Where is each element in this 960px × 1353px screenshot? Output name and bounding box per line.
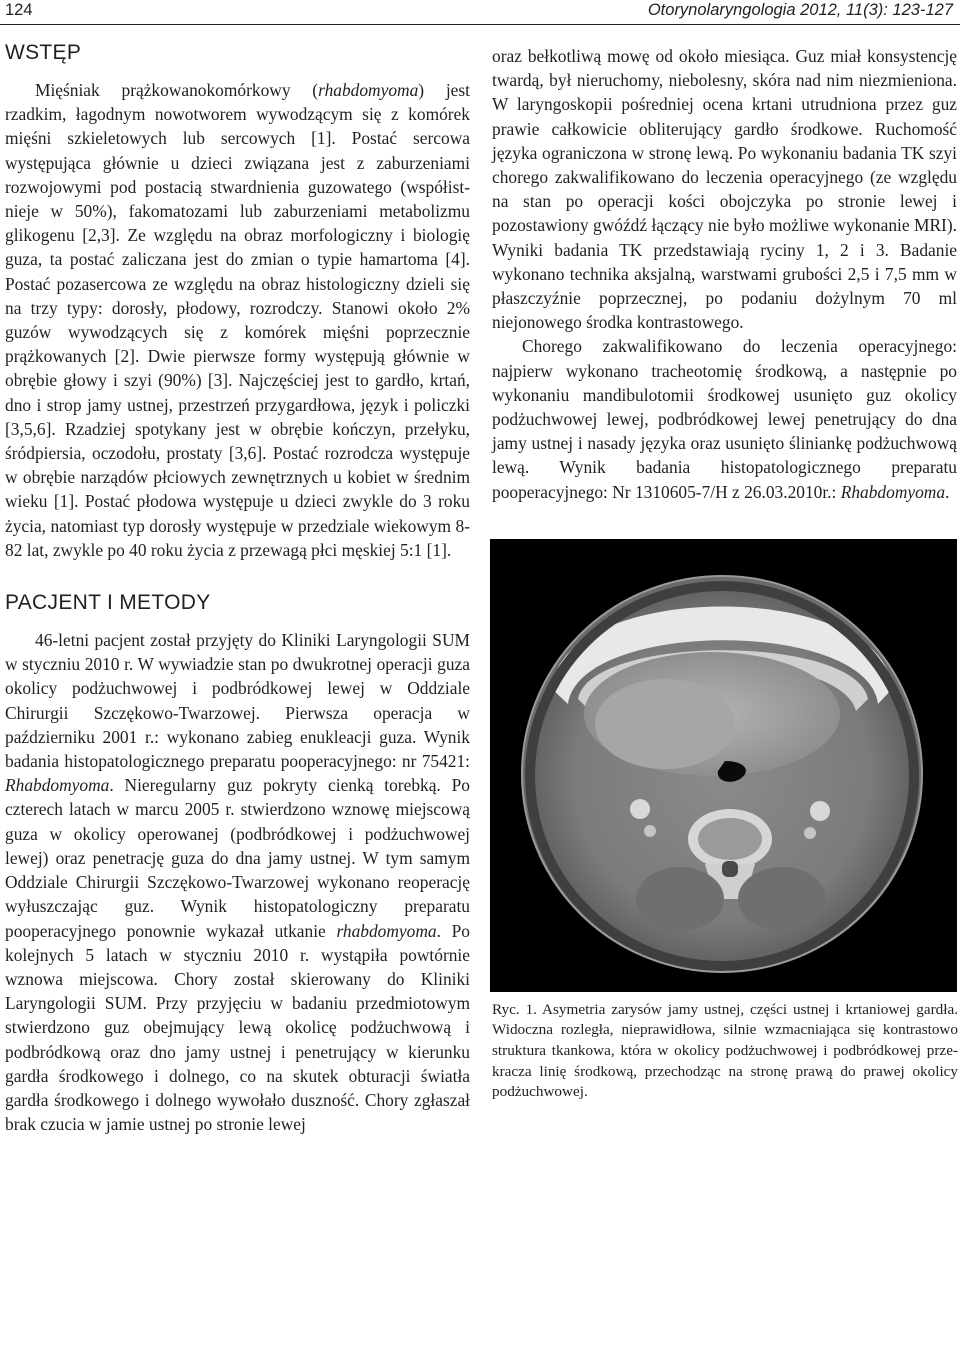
methods-paragraph-2: Chorego zakwalifikowano do leczenia operacyjnego: najpierw wykonano tracheotomię środkową, a następnie po wykonaniu mandibulotomii środkowej usunięto guz okolicy podżuchwowej lewej, podbródkowej lewej penetrujący do dna jamy ustnej i nasady języka oraz usunięto śliniankę podżuchwową lewą. Wynik badania histopatologicznego preparatu pooperacyjnego: Nr 1310605-7/H z 26.03.2010r.: Rhabdomyoma. bbox=[492, 336, 957, 502]
methods-heading: PACJENT I METODY bbox=[5, 591, 211, 615]
italic-term: Rhabdomyoma bbox=[840, 481, 946, 502]
page-number: 124 bbox=[5, 1, 33, 19]
methods-continuation: oraz bełkotliwą mowę od około miesiąca. Guz miał konsystencję twardą, był nieruchomy, niebolesny, skóra nad nim niezmieniona. W laryngoskopii pośredniej ocena krtani utrudniona przez guz prawie całkowicie obliterujący gardło środkowe. Ruchomość języka ograniczona w stronę lewą. Po wykonaniu badania TK szyi chorego zakwalifikowano do leczenia operacyjnego (ze względu na stan po operacji kości obojczyka po stronie lewej i pozostawiony gwóźdź łączący nie było możliwe wykonanie MRI). Wyniki badania TK przedstawiają ryciny 1, 2 i 3. Badanie wykonano technika aksjalną, warstwami grubości 2,5 i 7,5 mm w płaszczyźnie poprzecznej, po podaniu dożylnym 70 ml niejonowego środka kontrastowego. bbox=[492, 46, 957, 333]
left-column bbox=[5, 40, 470, 1136]
intro-heading: WSTĘP bbox=[5, 41, 82, 64]
figure-caption: Ryc. 1. Asymetria zarysów jamy ustnej, części ustnej i krtaniowej gardła. Widoczna rozległa, nieprawidłowa, silnie wzmacniająca się kontrastowo struktura tkankowa, która w okolicy podżuchwowej i podbródkowej przekracza linię środkową, przechodząc na stronę prawą do prawej okolicy podżuchwowej. bbox=[492, 1000, 958, 1101]
italic-term: rhabdomyoma bbox=[318, 80, 419, 100]
ct-scan-image bbox=[490, 539, 957, 992]
italic-term: Rhabdomyoma bbox=[5, 775, 110, 796]
italic-term: rhabdomyoma bbox=[336, 920, 437, 941]
running-header bbox=[0, 0, 960, 25]
right-column bbox=[492, 44, 957, 1103]
journal-citation: Otorynolaryngologia 2012, 11(3): 123-127 bbox=[647, 1, 953, 19]
intro-paragraph: Mięśniak prążkowanokomórkowy (rhabdomyoma) jest rzadkim, łagodnym nowotworem wywodzącym się z komórek mięśni szkieletowych lub sercowych [1]. Postać sercowa występująca głównie u dzieci związana jest z zaburzeniami rozwojowymi pod postacią stwardnienia guzowatego (współistnieje w 50%), fakomatozami lub zaburzeniami metabolizmu glikogenu [2,3]. Ze względu na obraz morfologiczny i biologię guza, ta postać zaliczana jest do zmian o typie hamartoma [4]. Postać pozasercowa ze względu na obraz histologiczny dzieli się na trzy typy: dorosły, płodowy, rozrodczy. Stanowi około 2% guzów wywodzących się z komórek mięśni poprzecznie prążkowanych [2]. Dwie pierwsze formy występują głównie w obrębie głowy i szyi (90%) [3]. Najczęściej jest to gardło, krtań, dno i strop jamy ustnej, przestrzeń przygardłowa, język i policzki [3,5,6]. Rzadziej spotykany jest w obrębie kończyn, przełyku, śródpiersia, oczodołu, prostaty [3,6]. Postać rozrodcza występuje w obrębie narządów płciowych zewnętrznych u kobiet w średnim wieku [1]. Postać płodowa występuje u dzieci zwykle do 3 roku życia, natomiast typ dorosły występuje w przedziale wiekowym 8-82 lat, zwykle po 40 roku życia z przewagą płci męskiej 5:1 [1]. bbox=[5, 80, 470, 560]
methods-paragraph: 46-letni pacjent został przyjęty do Kliniki Laryngologii SUM w styczniu 2010 r. W wywiadzie stan po dwukrotnej operacji guza okolicy podżuchwowej i podbródkowej lewej w Oddziale Chirurgii Szczękowo-Twarzowej. Pierwsza operacja w październiku 2001 r.: wykonano zabieg enukleacji guza. Wynik badania histopatologicznego preparatu pooperacyjnego: nr 75421: Rhabdomyoma. Nieregularny guz pokryty cienką torebką. Po czterech latach w marcu 2005 r. stwierdzono wznowę miejscową guza w okolicy operowanej (podbródkowej i podżuchwowej lewej) oraz penetrację guza do dna jamy ustnej. W tym samym Oddziale Chirurgii Szczękowo-Twarzowej wykonano reoperację wyłuszczając guz. Wynik histopatologiczny preparatu pooperacyjnego ponownie wykazał utkanie rhabdomyoma. Po kolejnych 5 latach w styczniu 2010 r. wystąpiła powtórnie wznowa miejscowa. Chory został skierowany do Kliniki Laryngologii SUM. Przy przyjęciu w badaniu przedmiotowym stwierdzono guz obejmujący lewą okolicę podżuchwową i podbródkową oraz dno jamy ustnej i penetrujący w kierunku gardła środkowego i dolnego, co na skutek obturacji światła gardła środkowego i dolnego wywołało duszność. Chory zgłaszał brak czucia w jamie ustnej po stronie lewej bbox=[5, 630, 470, 1135]
